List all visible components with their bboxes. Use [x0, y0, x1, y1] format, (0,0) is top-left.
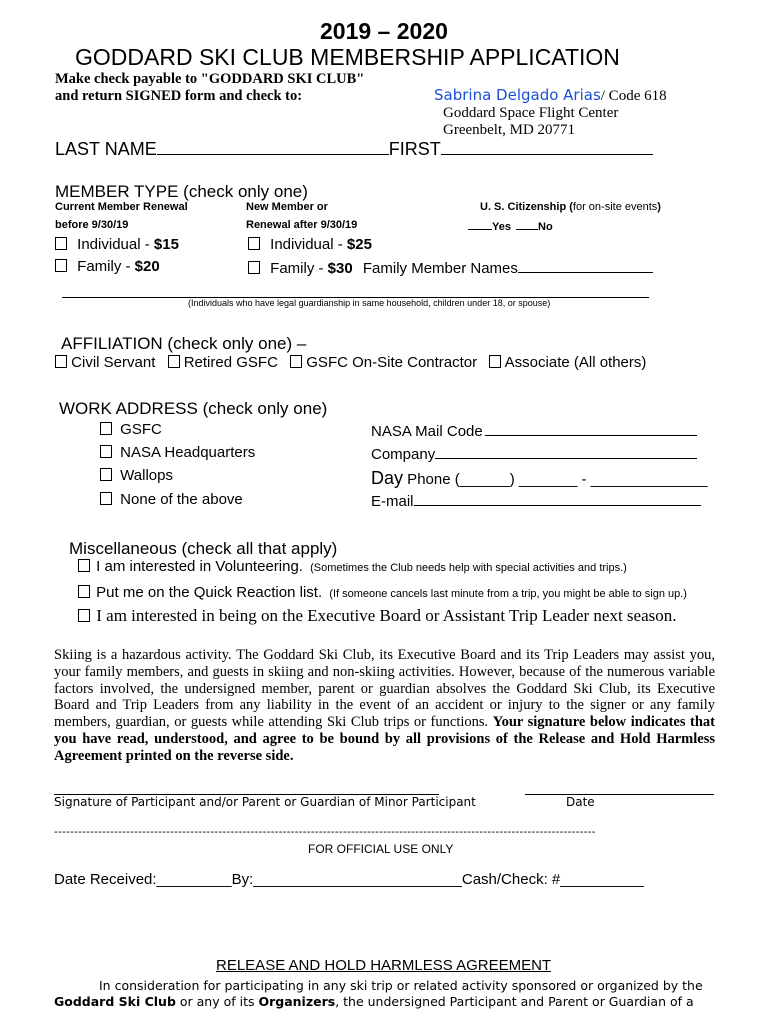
family-new-option[interactable]	[248, 258, 653, 277]
family-renew-checkbox[interactable]	[55, 259, 67, 272]
hq-checkbox[interactable]	[100, 445, 112, 458]
email-label: E-mail	[371, 493, 414, 510]
address-line-2: Greenbelt, MD 20771	[443, 122, 576, 138]
individual-renew-label: Individual -	[77, 236, 154, 253]
address-line-1: Goddard Space Flight Center	[443, 105, 619, 121]
quick-reaction-label: Put me on the Quick Reaction list.	[96, 584, 323, 601]
company-field[interactable]	[435, 444, 697, 459]
waiver-paragraph	[54, 647, 715, 765]
citizenship-note: for on-site events	[572, 201, 658, 213]
renewal-column-header-1: Current Member Renewal	[55, 201, 188, 213]
date-line[interactable]	[525, 794, 714, 795]
work-wallops-option[interactable]	[100, 467, 173, 484]
official-divider: ---------------------------------------------------------------------------------------------------------------------------------------	[54, 826, 596, 838]
contractor-checkbox[interactable]	[290, 355, 302, 368]
mail-code-row	[371, 421, 697, 440]
individual-new-label: Individual -	[270, 236, 347, 253]
volunteer-label: I am interested in Volunteering.	[96, 558, 303, 575]
phone-field[interactable]: Phone (______) _______ - ______________	[403, 471, 708, 488]
individual-new-checkbox[interactable]	[248, 237, 260, 250]
citizen-no-label: No	[538, 221, 553, 233]
wallops-checkbox[interactable]	[100, 468, 112, 481]
signature-label: Signature of Participant and/or Parent or Guardian of Minor Participant	[54, 795, 476, 809]
individual-new-price: $25	[346, 236, 372, 253]
quick-reaction-note: (If someone cancels last minute from a trip, you might be able to sign up.)	[329, 588, 687, 600]
new-column-header-2: Renewal after 9/30/19	[246, 219, 358, 231]
waiver-bold-text: Your signature below indicates that you have read, understood, and agree to be bound by all provisions of the Release and Hold Harmless Agreement printed on the reverse side.	[54, 714, 716, 764]
individual-renew-price: $15	[153, 236, 179, 253]
family-member-names-label: Family Member Names	[362, 260, 518, 277]
work-gsfc-option[interactable]	[100, 421, 162, 438]
none-label: None of the above	[120, 491, 243, 508]
family-new-price: $30	[327, 260, 353, 277]
mail-code-label: NASA Mail Code	[371, 423, 483, 440]
mail-code-field[interactable]	[485, 421, 697, 436]
last-name-field[interactable]	[157, 140, 389, 155]
gsfc-checkbox[interactable]	[100, 422, 112, 435]
family-new-label: Family -	[270, 260, 328, 277]
volunteer-checkbox[interactable]	[78, 559, 90, 572]
phone-row[interactable]	[371, 468, 707, 489]
contractor-label: GSFC On-Site Contractor	[306, 354, 478, 371]
hq-label: NASA Headquarters	[120, 444, 256, 461]
release-tail-text: , the undersigned Participant and Parent or Guardian of a	[335, 994, 694, 1009]
release-line-2	[54, 994, 694, 1009]
return-instruction: and return SIGNED form and check to:	[55, 88, 303, 104]
affiliation-retired-gsfc[interactable]	[168, 354, 278, 371]
citizen-no-field[interactable]	[516, 219, 538, 230]
citizenship-options	[468, 219, 553, 233]
none-checkbox[interactable]	[100, 492, 112, 505]
form-year: 2019 – 2020	[320, 18, 448, 44]
release-organizers: Organizers	[258, 994, 336, 1009]
release-club-name: Goddard Ski Club	[54, 994, 176, 1009]
exec-board-option[interactable]	[78, 606, 676, 626]
guardianship-note: (Individuals who have legal guardianship in same household, children under 18, or spouse)	[188, 298, 551, 308]
exec-board-checkbox[interactable]	[78, 609, 90, 622]
family-new-checkbox[interactable]	[248, 261, 260, 274]
affiliation-associate[interactable]	[489, 354, 646, 371]
first-name-field[interactable]	[441, 140, 653, 155]
quick-reaction-option[interactable]	[78, 584, 687, 601]
payable-instruction: Make check payable to "GODDARD SKI CLUB"	[55, 71, 365, 87]
last-name-label: LAST NAME	[55, 139, 157, 159]
misc-heading: Miscellaneous (check all that apply)	[69, 539, 338, 558]
citizenship-label: U. S. Citizenship (	[480, 201, 573, 213]
new-column-header-1: New Member or	[246, 201, 328, 213]
civil-servant-checkbox[interactable]	[55, 355, 67, 368]
family-renew-price: $20	[134, 258, 160, 275]
affiliation-options	[55, 354, 646, 371]
citizen-yes-label: Yes	[492, 221, 511, 233]
first-name-label: FIRST	[388, 139, 441, 159]
official-use-label: FOR OFFICIAL USE ONLY	[308, 842, 454, 856]
member-type-heading: MEMBER TYPE (check only one)	[55, 182, 308, 201]
retired-gsfc-checkbox[interactable]	[168, 355, 180, 368]
civil-servant-label: Civil Servant	[71, 354, 156, 371]
email-row	[371, 491, 701, 510]
individual-renew-checkbox[interactable]	[55, 237, 67, 250]
release-mid-text: or any of its	[175, 994, 259, 1009]
date-label: Date	[566, 795, 595, 809]
contact-line	[434, 86, 667, 105]
day-label: Day	[371, 468, 404, 488]
release-heading: RELEASE AND HOLD HARMLESS AGREEMENT	[216, 957, 552, 974]
contact-name-link[interactable]: Sabrina Delgado Arias	[434, 86, 601, 104]
citizenship-close: )	[657, 201, 661, 213]
affiliation-contractor[interactable]	[290, 354, 477, 371]
release-line-1: In consideration for participating in any ski trip or related activity sponsored or organized by the	[99, 978, 703, 993]
renewal-column-header-2: before 9/30/19	[55, 219, 129, 231]
family-renew-option[interactable]	[55, 258, 160, 275]
individual-renew-option[interactable]	[55, 236, 179, 253]
family-renew-label: Family -	[77, 258, 135, 275]
retired-gsfc-label: Retired GSFC	[183, 354, 278, 371]
volunteer-note: (Sometimes the Club needs help with special activities and trips.)	[310, 562, 627, 574]
official-use-fields: Date Received:_________By:_________________________Cash/Check: #__________	[54, 871, 644, 888]
form-title: GODDARD SKI CLUB MEMBERSHIP APPLICATION	[75, 44, 620, 70]
family-member-names-field[interactable]	[518, 258, 653, 273]
associate-checkbox[interactable]	[489, 355, 501, 368]
individual-new-option[interactable]	[248, 236, 372, 253]
name-row	[55, 139, 653, 160]
work-none-option[interactable]	[100, 491, 243, 508]
exec-board-label: I am interested in being on the Executive Board or Assistant Trip Leader next season.	[96, 606, 677, 625]
volunteer-option[interactable]	[78, 558, 627, 575]
waiver-text: Skiing is a hazardous activity. The Goddard Ski Club, its Executive Board and its Trip Leaders may assist you, your family members, and guests in skiing and non-skiing activities. However, because of the numerous variable factors involved, the undersigned member, parent or guardian absolves the Goddard Ski Club, its Executive Board and Trip Leaders from any liability in the event of an accident or injury to the signer or any family members, guardian, or guests while attending Ski Club trips or functions.	[54, 647, 715, 731]
citizen-yes-field[interactable]	[468, 219, 492, 230]
work-hq-option[interactable]	[100, 444, 255, 461]
work-address-heading: WORK ADDRESS (check only one)	[59, 399, 328, 418]
email-field[interactable]	[414, 491, 701, 506]
affiliation-heading: AFFILIATION (check only one) –	[61, 334, 307, 353]
gsfc-label: GSFC	[120, 421, 162, 438]
company-label: Company	[371, 446, 436, 463]
company-row	[371, 444, 697, 463]
wallops-label: Wallops	[120, 467, 173, 484]
quick-reaction-checkbox[interactable]	[78, 585, 90, 598]
affiliation-civil-servant[interactable]	[55, 354, 155, 371]
associate-label: Associate (All others)	[504, 354, 647, 371]
citizenship-header	[480, 201, 661, 213]
contact-code: / Code 618	[600, 88, 667, 104]
